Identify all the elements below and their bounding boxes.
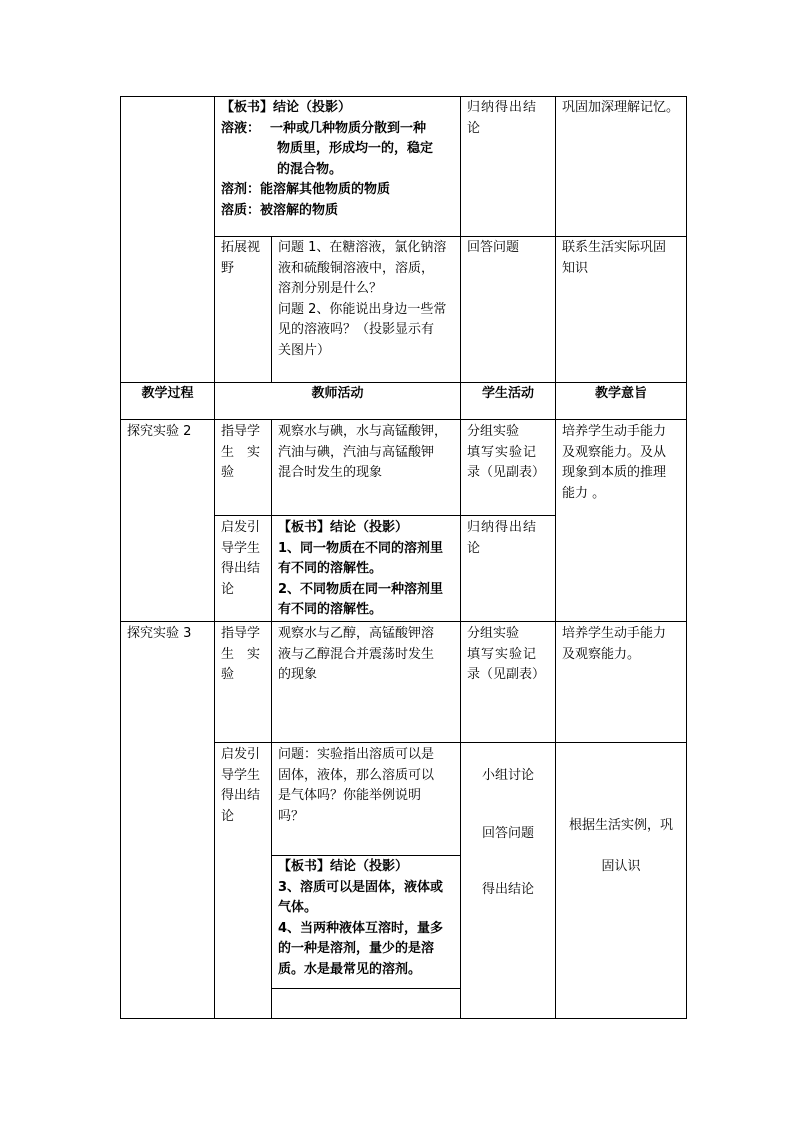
col-divider-2a <box>271 236 272 382</box>
solution-line-2: 物质里，形成均一的，稳定 <box>277 141 434 156</box>
col-divider-2b <box>271 419 272 1019</box>
row-line-header-top <box>120 382 687 383</box>
row-line-exp3-board <box>271 855 461 856</box>
exp3-student2-b: 回答问题 <box>481 826 534 841</box>
solution-line-3: 的混合物。 <box>277 161 343 177</box>
section2-purpose: 联系生活实际巩固 知识 <box>562 240 667 276</box>
section2-teacher: 问题 1、在糖溶液，氯化钠溶 液和硫酸铜溶液中，溶质， 溶剂分别是什么？ 问题 2、你能说出身边一些常 见的溶液吗？（投影显示有 关图片） <box>278 240 447 358</box>
header-teaching-process: 教学过程 <box>141 386 194 401</box>
exp3-step2: 启发引 导学生 得出结 论 <box>221 747 261 824</box>
exp3-purpose2: 根据生活实例，巩 固认识 <box>568 818 673 874</box>
exp2-purpose: 培养学生动手能力 及观察能力。及从 现象到本质的推理 能力 。 <box>562 424 667 501</box>
header-student-activity: 学生活动 <box>481 386 534 401</box>
row-line-exp3-mid <box>214 742 687 743</box>
row-line-exp3-top <box>120 621 687 622</box>
exp2-board: 【板书】结论（投影） 1、同一物质在不同的溶剂里 有不同的溶解性。 2、不同物质在同一种溶剂里 有不同的溶解性。 <box>278 518 458 621</box>
exp2-teacher1: 观察水与碘，水与高锰酸钾， 汽油与碘，汽油与高锰酸钾 混合时发生的现象 <box>278 424 448 480</box>
exp3-step1: 指导学 生 实 验 <box>221 626 261 682</box>
col-divider-1 <box>214 96 215 1019</box>
row-line-bottom <box>120 1018 687 1019</box>
exp2-step2: 启发引 导学生 得出结 论 <box>221 520 261 597</box>
exp3-teacher1: 观察水与乙醇，高锰酸钾溶 液与乙醇混合并震荡时发生 的现象 <box>278 626 435 682</box>
exp2-board-title: 【板书】结论（投影） <box>278 520 409 535</box>
header-teaching-purpose: 教学意旨 <box>594 386 647 401</box>
exp3-student2-a: 小组讨论 <box>481 768 534 783</box>
board-title: 【板书】结论（投影） <box>221 100 352 115</box>
table-border-left <box>120 96 121 1019</box>
exp3-board-title: 【板书】结论（投影） <box>278 859 409 874</box>
solute-definition: 溶质：被溶解的物质 <box>221 202 339 218</box>
row-line-board-bottom <box>271 988 461 989</box>
exp2-step1: 指导学 生 实 验 <box>221 424 261 480</box>
section1-purpose: 巩固加深理解记忆。 <box>562 100 680 115</box>
row-line-top <box>120 96 687 97</box>
exp2-student2: 归纳得出结 论 <box>467 520 538 556</box>
exp3-question: 问题：实验指出溶质可以是 固体，液体，那么溶质可以 是气体吗？你能举例说明 吗？ <box>278 747 435 824</box>
col-divider-4 <box>555 96 556 1019</box>
section2-step: 拓展视 野 <box>221 240 261 276</box>
exp3-purpose1: 培养学生动手能力 及观察能力。 <box>562 626 667 662</box>
board-block-1 <box>221 98 458 221</box>
section2-student: 回答问题 <box>467 240 520 255</box>
exp3-board: 【板书】结论（投影） 3、溶质可以是固体，液体或 气体。 4、当两种液体互溶时，量多 的一种是溶剂，量少的是溶 质。水是最常见的溶剂。 <box>278 857 458 980</box>
exp2-student1: 分组实验 填写实验记 录（见副表） <box>467 424 546 480</box>
exp3-student2-c: 得出结论 <box>481 882 534 897</box>
header-teacher-activity: 教师活动 <box>311 386 364 401</box>
exp3-student1: 分组实验 填写实验记 录（见副表） <box>467 626 546 682</box>
table-border-right <box>686 96 687 1019</box>
solution-line-1: 溶液： 一种或几种物质分散到一种 <box>221 120 427 136</box>
row-line-header-bottom <box>120 419 687 420</box>
exp2-label: 探究实验 2 <box>127 424 192 439</box>
solvent-definition: 溶剂：能溶解其他物质的物质 <box>221 182 391 197</box>
row-line-1 <box>214 236 687 237</box>
row-line-exp2-mid-a <box>214 515 556 516</box>
section1-student: 归纳得出结 论 <box>467 100 538 136</box>
exp3-label: 探究实验 3 <box>127 626 192 641</box>
